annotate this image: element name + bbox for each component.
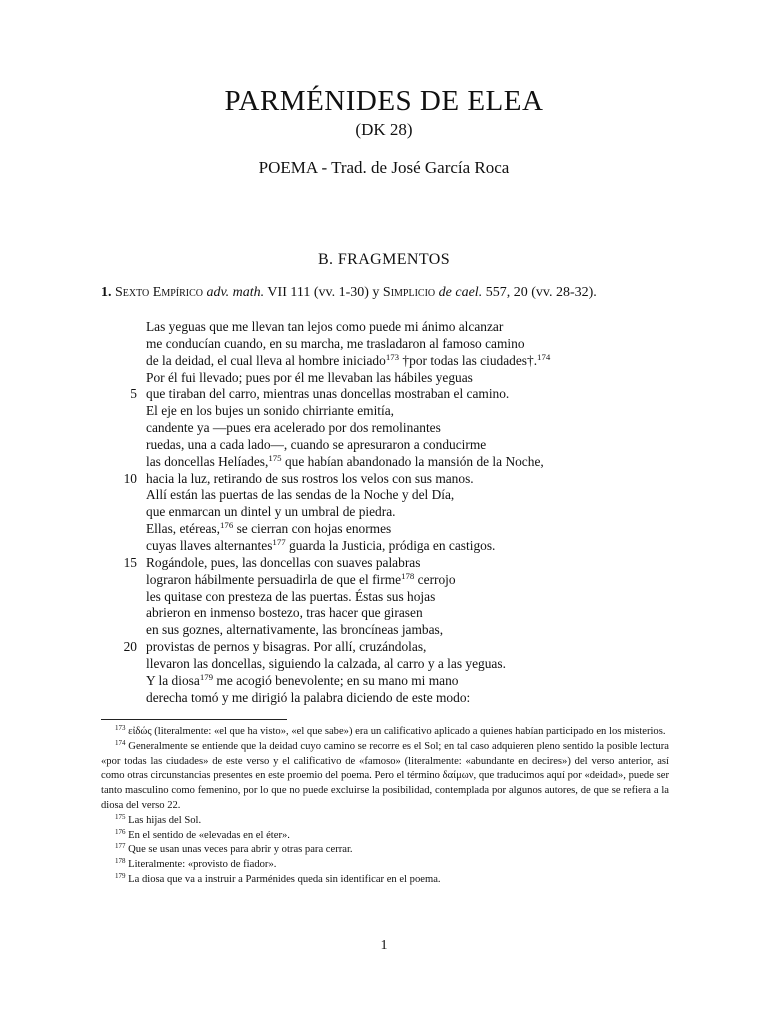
verse-line [0,656,768,673]
footnote-text: En el sentido de «elevadas en el éter». [125,829,290,841]
footnote-reference: 175 [268,452,282,463]
verse-text-part: candente ya —pues era acelerado por dos remolinantes [146,420,441,436]
verse-text [146,690,470,707]
verse-number: 15 [123,554,137,570]
verse-text [146,555,420,572]
footnote-reference: 174 [537,351,551,362]
verse-text-part: me conducían cuando, en su marcha, me trasladaron al famoso camino [146,335,525,351]
footnote-number: 178 [115,857,126,866]
footnote-text: Literalmente: «provisto de fiador». [125,859,277,871]
verse-text-part: que enmarcan un dintel y un umbral de piedra. [146,504,396,520]
verse-text [146,386,509,403]
verse-text-part: abrieron en inmenso bostezo, tras hacer que girasen [146,605,423,621]
verse-text-part: cuyas llaves alternantes [146,537,273,553]
verse-line [0,403,768,420]
footnote-reference: 178 [401,570,415,581]
verse-text [146,471,474,488]
verse-line [0,690,768,707]
verse-text [146,403,394,420]
verse-number: 20 [123,639,137,655]
footnote-reference: 177 [272,537,286,548]
verse-line [0,538,768,555]
footnote-number: 177 [115,842,126,851]
verse-text [146,622,443,639]
fragment-source-line [101,284,669,301]
verse-text-part: †por todas las ciudades†. [399,352,538,368]
verse-list [0,319,768,706]
verse-text-part: Y la diosa [146,672,200,688]
verse-text-part: Rogándole, pues, las doncellas con suaves palabras [146,554,421,570]
verse-text [146,639,426,656]
verse-text-part: me acogió benevolente; en su mano mi mano [213,672,459,688]
footnote-text: La diosa que va a instruir a Parménides queda sin identificar en el poema. [125,873,441,885]
footnote-reference: 173 [385,351,400,362]
page-number: 1 [380,938,388,953]
verse-line [0,370,768,387]
verse-text [146,538,495,555]
verse-number: 10 [123,470,137,486]
verse-text-part: provistas de pernos y bisagras. Por allí, cruzándolas, [146,639,427,655]
footnote [101,740,669,814]
verse-line [0,589,768,606]
footnote-number: 175 [115,812,126,821]
verse-text [146,504,396,521]
verse-line [0,386,768,403]
verse-line [0,673,768,690]
verse-line [0,319,768,336]
footnote [101,814,669,829]
verse-text [146,521,391,538]
verse-text-part: de la deidad, el cual lleva al hombre iniciado [146,352,386,368]
verse-text-part: lograron hábilmente persuadirla de que el firme [146,571,402,587]
verse-text [146,589,435,606]
footnote [101,873,669,888]
verse-line [0,454,768,471]
footnote-text: Las hijas del Sol. [125,814,202,826]
verse-text [146,656,506,673]
verse-line [0,437,768,454]
verse-text [146,370,473,387]
verse-text [146,420,441,437]
verse-line [0,504,768,521]
verse-text-part: derecha tomó y me dirigió la palabra diciendo de este modo: [146,689,471,705]
verse-line [0,521,768,538]
verse-text-part: se cierran con hojas enormes [233,521,392,537]
verse-text-part: en sus goznes, alternativamente, las broncíneas jambas, [146,622,444,638]
verse-text-part: les quitase con presteza de las puertas. Éstas sus hojas [146,588,436,604]
verse-text-part: hacia la luz, retirando de sus rostros los velos con sus manos. [146,470,474,486]
verse-text-part: Por él fui llevado; pues por él me llevaban las hábiles yeguas [146,369,473,385]
fragment-work-1: adv. math. [206,285,265,300]
fragment-reference-2: 557, 20 (vv. 28-32). [482,285,597,300]
footnote-number: 179 [115,872,126,881]
footnote-text: εἰδώς (literalmente: «el que ha visto», «el que sabe») era un calificativo aplicado a quienes habían participado en los misterios. [125,726,666,737]
footnote-text: Que se usan unas veces para abrir y otras para cerrar. [125,844,353,856]
verse-line [0,622,768,639]
verse-line [0,336,768,353]
verse-text-part: cerrojo [414,571,456,587]
verse-text [146,353,550,370]
verse-text-part: guarda la Justicia, pródiga en castigos. [285,537,496,553]
fragment-number: 1. [101,285,112,300]
footnote-reference: 179 [199,671,214,682]
verse-text-part: ruedas, una a cada lado—, cuando se apresuraron a conducirme [146,436,487,452]
verse-text-part: Allí están las puertas de las sendas de la Noche y del Día, [146,487,455,503]
verse-line [0,639,768,656]
verse-line [0,420,768,437]
footnote-number: 174 [115,738,126,747]
footnote-number: 173 [115,724,126,733]
page-title: PARMÉNIDES DE ELEA [224,85,544,117]
verse-number: 5 [130,386,137,402]
verse-text [146,437,486,454]
verse-text [146,454,544,471]
verse-text [146,336,525,353]
verse-text-part: que tiraban del carro, mientras unas doncellas mostraban el camino. [146,386,510,402]
page-subtitle: (DK 28) [355,120,413,139]
footnote [101,725,669,740]
verse-line [0,487,768,504]
footnote-reference: 176 [219,520,234,531]
fragment-reference-1: VII 111 (vv. 1-30) y [264,285,383,300]
verse-line [0,605,768,622]
footnotes [101,725,669,888]
verse-text [146,572,456,589]
verse-text-part: Ellas, etéreas, [146,521,220,537]
verse-text-part: El eje en los bujes un sonido chirriante emitía, [146,403,395,419]
verse-text [146,605,423,622]
translation-credit: POEMA - Trad. de José García Roca [258,158,510,177]
verse-text-part: llevaron las doncellas, siguiendo la calzada, al carro y a las yeguas. [146,655,506,671]
verse-text [146,487,454,504]
fragment-source-2: Simplicio [382,285,436,300]
fragment-work-2: de cael. [438,285,483,300]
footnote [101,843,669,858]
fragment-source-1: Sexto Empírico [115,285,203,300]
verse-text-part: que habían abandonado la mansión de la Noche, [281,453,544,469]
verse-line [0,471,768,488]
verse-line [0,555,768,572]
verse-line [0,572,768,589]
section-heading: B. FRAGMENTOS [317,251,451,268]
footnote-divider [101,719,287,720]
footnote [101,829,669,844]
verse-text-part: Las yeguas que me llevan tan lejos como puede mi ánimo alcanzar [146,319,504,334]
verse-text [146,319,503,336]
verse-line [0,353,768,370]
verse-text [146,673,459,690]
footnote-number: 176 [115,827,126,836]
footnote-text: Generalmente se entiende que la deidad cuyo camino se recorre es el Sol; en tal caso adquieren pleno sentido la posible lectura «por todas las ciudades» de este verso y el calificativo de «famoso» (literalmente: «abundante en decires») del verso anterior, así como otras circunstancias presentes en este proemio del poema. Pero el término δαίμων, que traducimos aquí por «deidad», puede ser tanto masculino como femenino, por lo que no puede excluirse la posibilidad, contemplada por algunos autores, de que se refiera a la diosa del verso 22. [101,740,669,811]
verse-text-part: las doncellas Helíades, [146,453,269,469]
footnote [101,858,669,873]
